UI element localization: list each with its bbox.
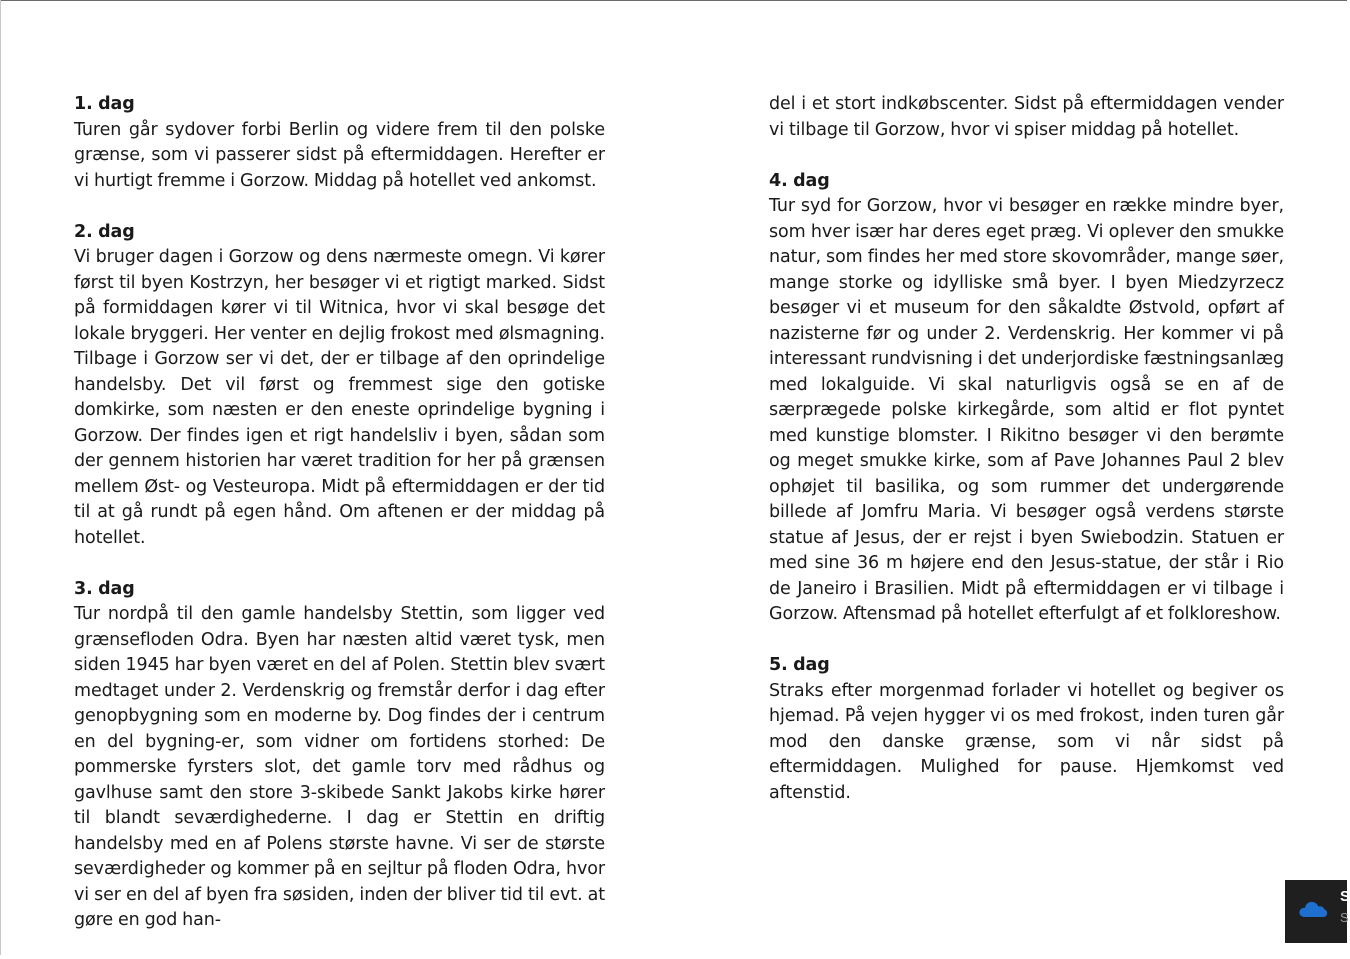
day-text: Straks efter morgenmad forlader vi hotellet og begiver os hjemad. På vejen hygger vi os med frokost, inden turen går mod den danske grænse, som vi når sidst på eftermiddagen. Mulighed for pause. Hjemkomst ved aftenstid. xyxy=(769,680,1284,803)
document-left-column xyxy=(74,92,605,959)
day-text: Turen går sydover forbi Berlin og videre frem til den polske grænse, som vi passerer sidst på eftermiddagen. Herefter er vi hurtigt fremme i Gorzow. Middag på hotellet ved ankomst. xyxy=(74,119,605,191)
day-text: Tur nordpå til den gamle handelsby Stettin, som ligger ved grænsefloden Odra. Byen har næsten altid været tysk, men siden 1945 har byen været en del af Polen. Stettin blev svært medtaget under 2. Verdenskrig og fremstår derfor i dag efter genopbygning som en moderne by. Dog findes der i centrum en del bygning-er, som vidner om fortidens storhed: De pommerske fyrsters slot, det gamle torv med rådhus og gavlhuse samt den store 3-skibede Sankt Jakobs kirke hører til blandt seværdighederne. I dag er Stettin en driftig handelsby med en af Polens største havne. Vi ser de største seværdigheder og kommer på en sejltur på floden Odra, hvor vi ser en del af byen fra søsiden, inden der bliver tid til evt. at gøre en god han- xyxy=(74,604,605,930)
onedrive-notification-toast[interactable] xyxy=(1285,880,1350,943)
toast-title: S xyxy=(1340,888,1350,905)
day-text: Vi bruger dagen i Gorzow og dens nærmeste omegn. Vi kører først til byen Kostrzyn, her besøger vi et rigtigt marked. Sidst på formiddagen kører vi til Witnica, hvor vi skal besøge det lokale bryggeri. Her venter en dejlig frokost med ølsmagning. Tilbage i Gorzow ser vi det, der er tilbage af den oprindelige handelsby. Det vil først og fremmest sige den gotiske domkirke, som næsten er den eneste oprindelige bygning i Gorzow. Der findes igen et rigt handelsliv i byen, sådan som der gennem historien har været tradition for her på grænsen mellem Øst- og Vesteuropa. Midt på eftermiddagen er der tid til at gå rundt på egen hånd. Om aftenen er der middag på hotellet. xyxy=(74,247,605,548)
day-text: Tur syd for Gorzow, hvor vi besøger en række mindre byer, som hver især har deres eget præg. Vi oplever den smukke natur, som findes her med store skovområder, mange søer, mange storke og idylliske små byer. I byen Miedzyrzecz besøger vi et museum for den såkaldte Østvold, opført af nazisterne før og under 2. Verdenskrig. Her kommer vi på interessant rundvisning i det underjordiske fæstningsanlæg med lokalguide. Vi skal naturligvis også se en af de særprægede polske kirkegårde, som altid er flot pyntet med kunstige blomster. I Rikitno besøger vi den berømte og meget smukke kirke, som af Pave Johannes Paul 2 blev ophøjet til basilika, og som rummer det undergørende billede af Jomfru Maria. Vi besøger også verdens største statue af Jesus, der er rejst i byen Swiebodzin. Statuen er med sine 36 m højere end den Jesus-statue, der står i Rio de Janeiro i Brasilien. Midt på eftermiddagen er vi tilbage i Gorzow. Aftensmad på hotellet efterfulgt af et folkloreshow. xyxy=(769,196,1284,624)
day-section-3-continued xyxy=(769,92,1284,143)
day-heading: 2. dag xyxy=(74,221,135,242)
document-right-column xyxy=(769,92,1284,832)
day-section-5 xyxy=(769,653,1284,806)
page-left-edge xyxy=(0,0,1,955)
day-heading: 5. dag xyxy=(769,655,830,675)
window-top-border xyxy=(0,0,1347,1)
day-section-1 xyxy=(74,92,605,194)
day-section-2 xyxy=(74,220,605,552)
day-text: del i et stort indkøbscenter. Sidst på eftermiddagen vender vi tilbage til Gorzow, hvor vi spiser middag på hotellet. xyxy=(769,94,1284,140)
day-heading: 1. dag xyxy=(74,94,135,114)
day-heading: 3. dag xyxy=(74,578,135,599)
day-heading: 4. dag xyxy=(769,170,830,191)
day-section-3 xyxy=(74,577,605,934)
toast-subtitle: S xyxy=(1340,910,1349,925)
day-section-4 xyxy=(769,169,1284,628)
onedrive-cloud-icon xyxy=(1298,899,1328,919)
